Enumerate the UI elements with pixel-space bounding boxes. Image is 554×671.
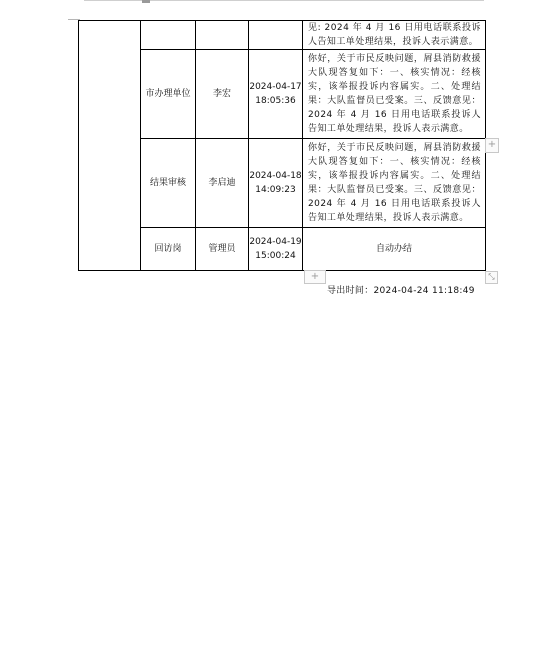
- time-cell[interactable]: 2024-04-19 15:00:24: [249, 228, 303, 271]
- table-row: [79, 21, 486, 50]
- dept-cell[interactable]: 结果审核: [141, 139, 196, 228]
- dept-cell[interactable]: 市办理单位: [141, 50, 196, 139]
- content-cell[interactable]: 你好，关于市民反映问题，屑县消防救援大队现答复如下：一、核实情况：经核实，该举报投诉内容属实。二、处理结果：大队监督员已受案。三、反馈意见：2024 年 4 月 16 日用电话联系投诉人告知工单处理结果，投诉人表示满意。: [303, 50, 486, 139]
- person-cell[interactable]: [196, 21, 249, 50]
- table-row: [79, 228, 486, 271]
- table-resize-handle-icon[interactable]: ⤡: [485, 271, 498, 284]
- table-row: [79, 50, 486, 139]
- dept-cell[interactable]: 回访岗: [141, 228, 196, 271]
- person-cell[interactable]: 李宏: [196, 50, 249, 139]
- add-column-handle-icon[interactable]: +: [485, 138, 499, 153]
- content-cell[interactable]: 你好，关于市民反映问题，屑县消防救援大队现答复如下：一、核实情况：经核实，该举报投诉内容属实。二、处理结果：大队监督员已受案。三、反馈意见：2024 年 4 月 16 日用电话联系投诉人告知工单处理结果，投诉人表示满意。: [303, 139, 486, 228]
- add-row-handle-icon[interactable]: +: [304, 270, 326, 284]
- person-cell[interactable]: 李启迪: [196, 139, 249, 228]
- time-cell[interactable]: [249, 21, 303, 50]
- content-cell[interactable]: 见: 2024 年 4 月 16 日用电话联系投诉人告知工单处理结果，投诉人表示满意。: [303, 21, 486, 50]
- merged-left-cell[interactable]: [79, 21, 141, 271]
- time-cell[interactable]: 2024-04-18 14:09:23: [249, 139, 303, 228]
- table-row: [79, 139, 486, 228]
- ruler-marker: [142, 0, 150, 3]
- workorder-table: [78, 20, 486, 271]
- time-cell[interactable]: 2024-04-17 18:05:36: [249, 50, 303, 139]
- dept-cell[interactable]: [141, 21, 196, 50]
- export-time-text: 导出时间：2024-04-24 11:18:49: [327, 286, 475, 296]
- content-cell[interactable]: 自动办结: [303, 228, 486, 271]
- person-cell[interactable]: 管理员: [196, 228, 249, 271]
